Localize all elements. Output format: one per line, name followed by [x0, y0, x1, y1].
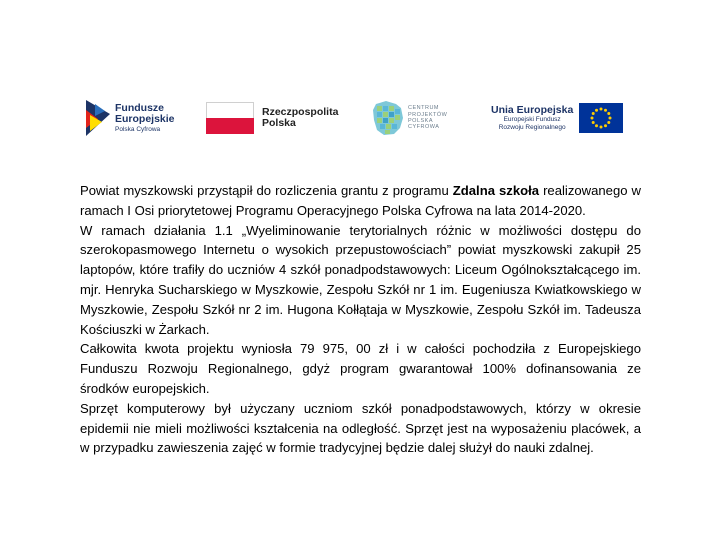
paragraph-equipment: Sprzęt komputerowy był użyczany uczniom szkół ponadpodstawowych, którzy w okresie epidemii nie mieli możliwości kształcenia na odległość. Sprzęt jest na wyposażeniu placówek, a w przypadku zawieszenia zajęć w formie tradycyjnej będzie dalej służył do nauki zdalnej. — [80, 400, 641, 456]
paragraph-grant-intro — [80, 181, 641, 221]
logo-bar — [86, 94, 646, 142]
centrum-projektow-logo — [372, 94, 447, 142]
polish-flag-icon — [206, 102, 254, 134]
rzeczpospolita-polska-logo — [206, 94, 338, 142]
paragraph-1-end: realizowanego w ramach I Osi priorytetowej Programu Operacyjnego Polska Cyfrowa na lata 2014-2020. — [80, 183, 641, 218]
unia-line1: Unia Europejska — [491, 103, 574, 116]
unia-line3: Rozwoju Regionalnego — [498, 123, 566, 131]
fundusze-europejskie-emblem-icon — [86, 100, 110, 136]
rzeczpospolita-line2: Polska — [262, 117, 296, 129]
centrum-line3: POLSKA — [408, 118, 434, 124]
article-body — [80, 181, 641, 458]
paragraph-funding: Całkowita kwota projektu wyniosła 79 975, 00 zł i w całości pochodziła z Europejskiego Funduszu Rozwoju Regionalnego, gdyż program gwarantował 100% dofinansowania ze środków europejskich. — [80, 341, 641, 396]
unia-line2: Europejski Fundusz — [503, 115, 561, 123]
paragraph-1-start: Powiat myszkowski przystąpił do rozliczenia grantu z programu — [80, 183, 453, 198]
paragraph-laptops: W ramach działania 1.1 „Wyeliminowanie terytorialnych różnic w możliwości dostępu do szerokopasmowego Internetu o wysokich przepustowościach” powiat myszkowski zakupił 25 laptopów, które trafiły do uczniów 4 szkół ponadpodstawowych: Liceum Ogólnokształcącego im. mjr. Henryka Sucharskiego w Myszkowie, Zespołu Szkół nr 1 im. Eugeniusza Kwiatkowskiego w Myszkowie, Zespołu Szkół nr 2 im. Hugona Kołłątaja w Myszkowie, Zespołu Szkół im. Tadeusza Kościuszki w Żarkach. — [80, 222, 641, 337]
centrum-line1: CENTRUM — [408, 105, 439, 112]
unia-europejska-logo — [491, 94, 623, 142]
program-name: Zdalna szkoła — [452, 183, 540, 198]
centrum-projektow-map-icon — [372, 100, 404, 136]
fundusze-line3: Polska Cyfrowa — [115, 125, 161, 133]
eu-flag-icon — [579, 103, 623, 133]
rzeczpospolita-line1: Rzeczpospolita — [262, 105, 339, 118]
fundusze-europejskie-logo — [86, 94, 175, 142]
centrum-line4: CYFROWA — [408, 124, 440, 131]
fundusze-line2: Europejskie — [115, 112, 175, 125]
fundusze-line1: Fundusze — [115, 101, 164, 114]
centrum-line2: PROJEKTÓW — [408, 111, 448, 118]
